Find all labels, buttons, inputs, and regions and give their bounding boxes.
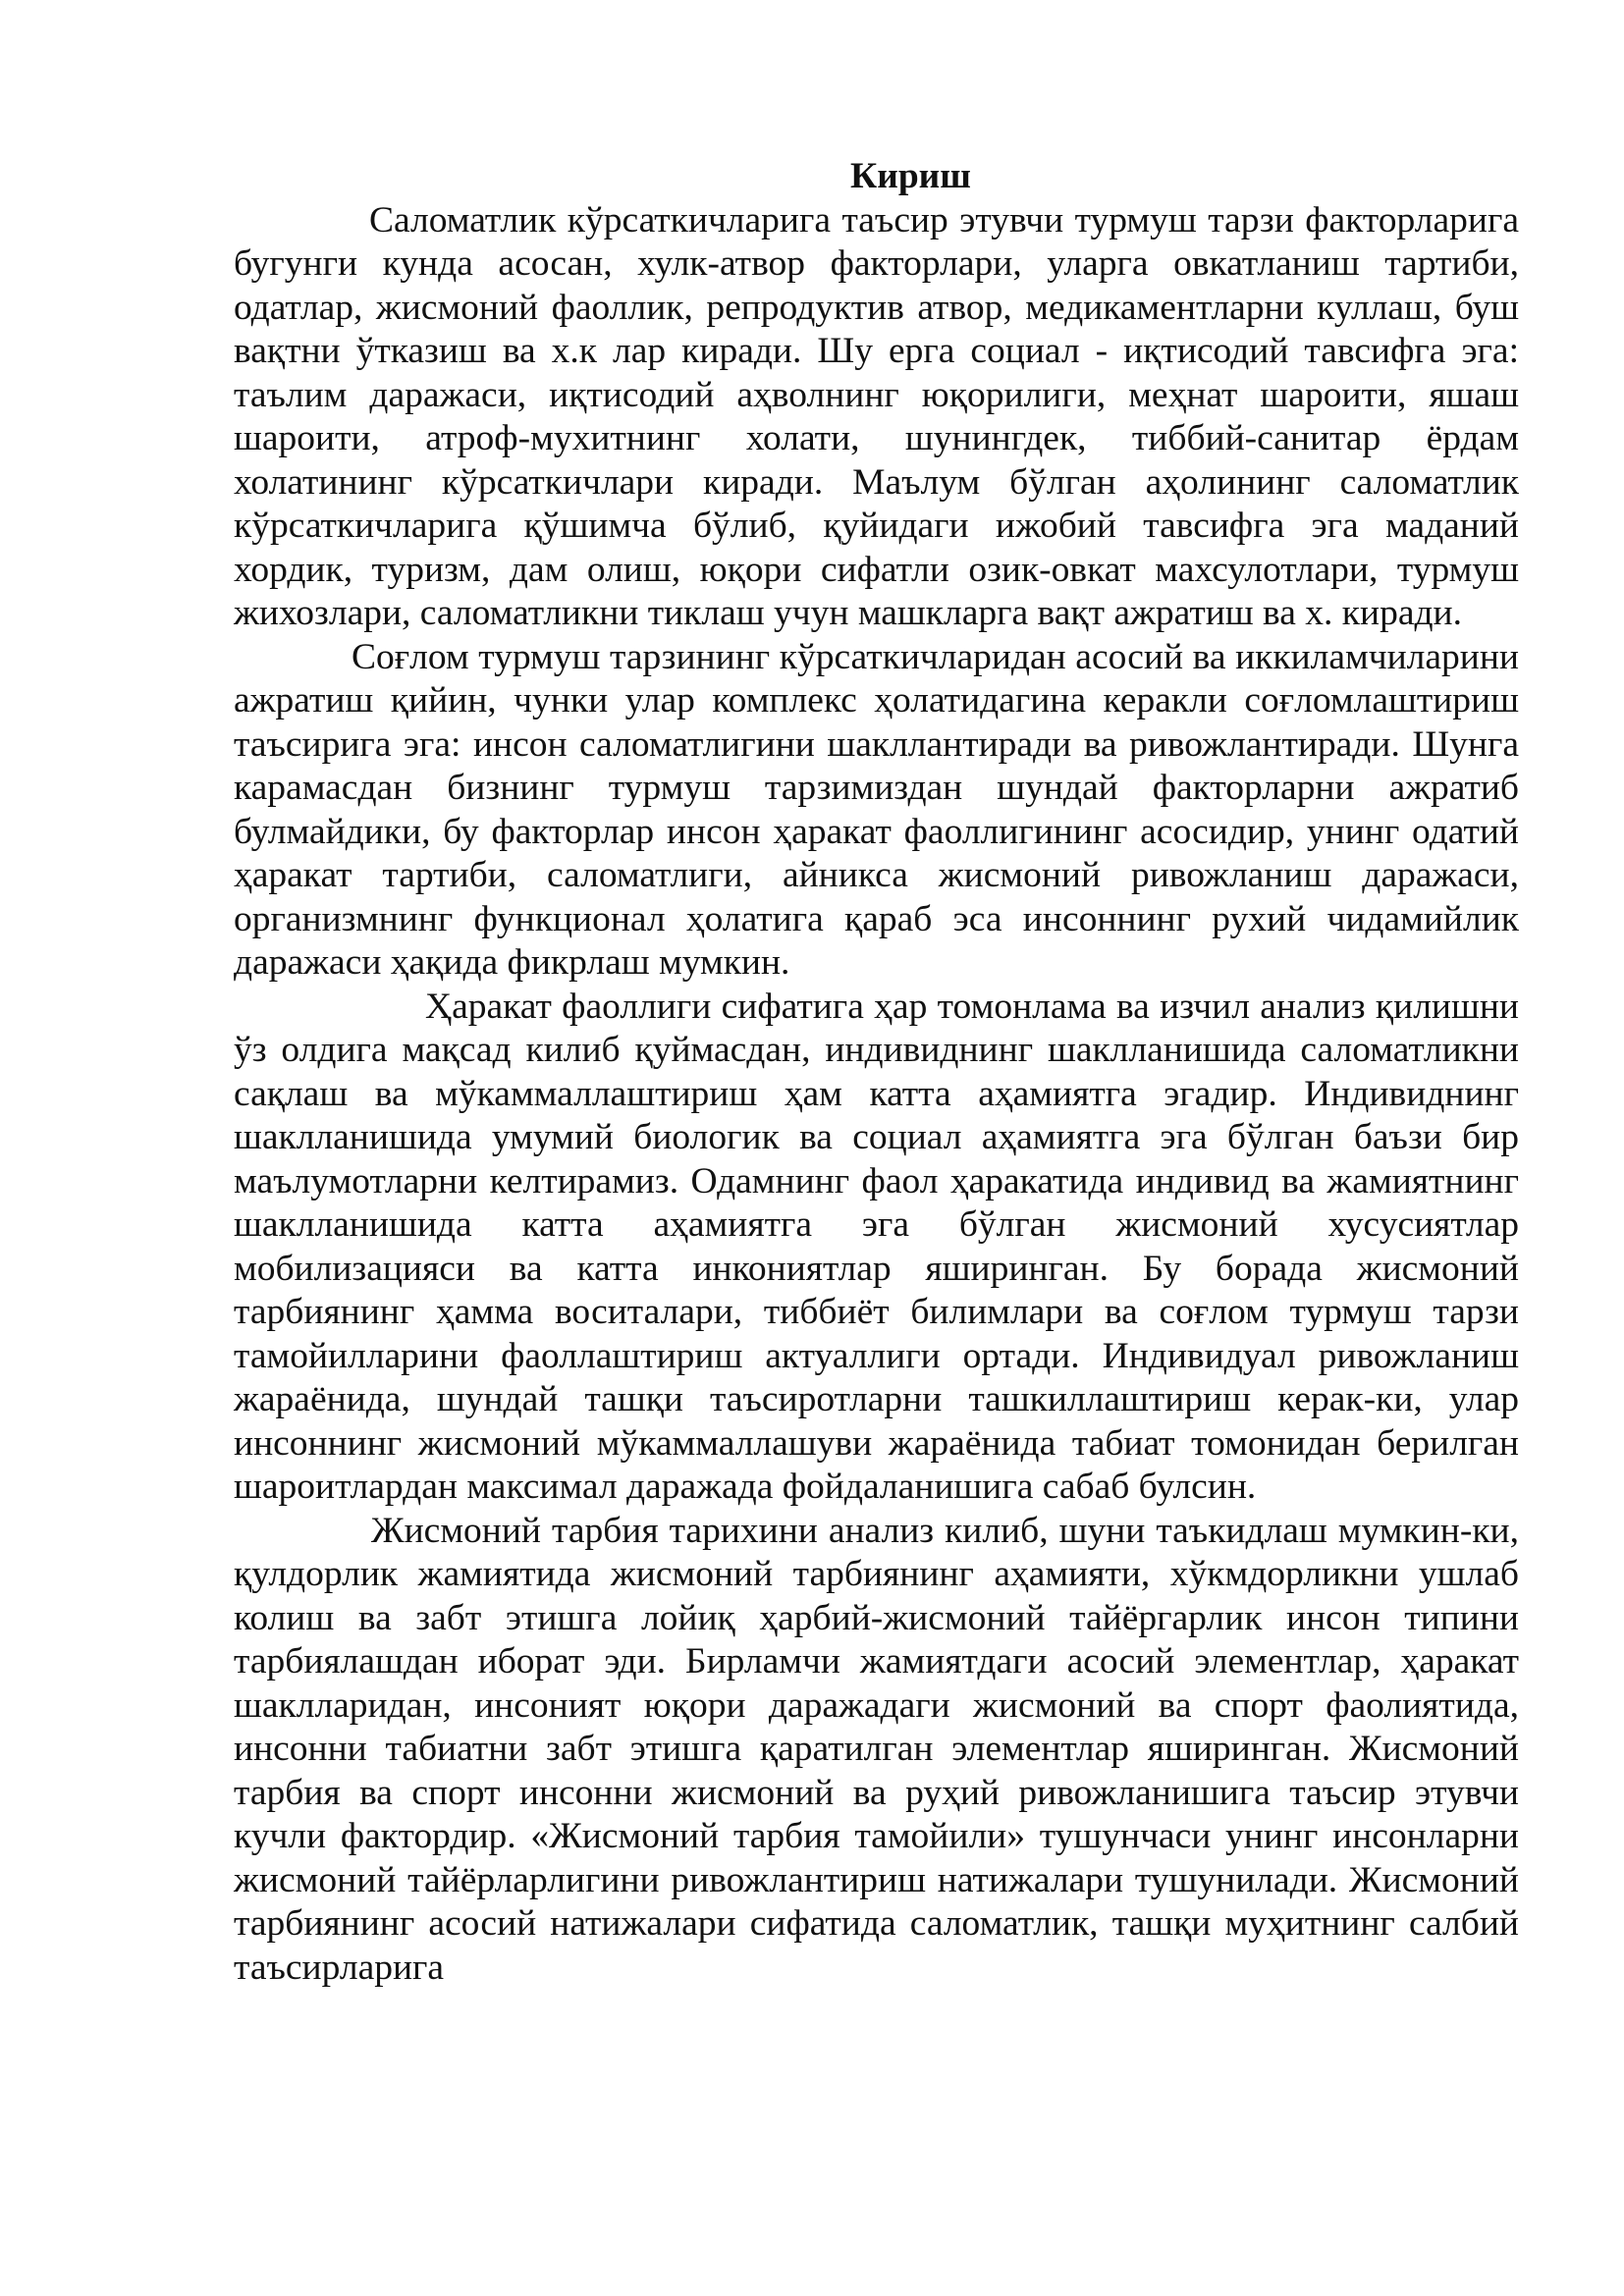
paragraph-1: Саломатлик кўрсаткичларига таъсир этувчи турмуш тарзи факторларига бугунги кунда асосан, хулк-атвор факторлари, уларга овкатланиш тартиби, одатлар, жисмоний фаоллик, репродуктив атвор, медикаментларни куллаш, буш вақтни ўтказиш ва х.к лар киради. Шу ерга социал - иқтисодий тавсифга эга: таълим даражаси, иқтисодий аҳволнинг юқорилиги, меҳнат шароити, яшаш шароити, атроф-мухитнинг холати, шунингдек, тиббий-санитар ёрдам холатининг кўрсаткичлари киради. Маълум бўлган аҳолининг саломатлик кўрсаткичларига қўшимча бўлиб, қуйидаги ижобий тавсифга эга маданий хордик, туризм, дам олиш, юқори сифатли озик-овкат махсулотлари, турмуш жихозлари, саломатликни тиклаш учун машкларга вақт ажратиш ва х. киради. <box>234 199 1519 633</box>
document-body <box>234 155 1519 1990</box>
document-title: Кириш <box>850 156 971 196</box>
paragraph-3: Ҳаракат фаоллиги сифатига ҳар томонлама ва изчил анализ қилишни ўз олдига мақсад килиб қуймасдан, индивиднинг шаклланишида саломатликни сақлаш ва мўкаммаллаштириш ҳам катта аҳамиятга эгадир. Индивиднинг шаклланишида умумий биологик ва социал аҳамиятга эга бўлган баъзи бир маълумотларни келтирамиз. Одамнинг фаол ҳаракатида индивид ва жамиятнинг шаклланишида катта аҳамиятга эга бўлган жисмоний хусусиятлар мобилизацияси ва катта инкониятлар яширинган. Бу борада жисмоний тарбиянинг ҳамма воситалари, тиббиёт билимлари ва соғлом турмуш тарзи тамойилларини фаоллаштириш актуаллиги ортади. Индивидуал ривожланиш жараёнида, шундай ташқи таъсиротларни ташкиллаштириш керак-ки, улар инсоннинг жисмоний мўкаммаллашуви жараёнида табиат томонидан берилган шароитлардан максимал даражада фойдаланишига сабаб булсин. <box>234 986 1519 1507</box>
paragraph-4: Жисмоний тарбия тарихини анализ килиб, шуни таъкидлаш мумкин-ки, қулдорлик жамиятида жисмоний тарбиянинг аҳамияти, хўкмдорликни ушлаб колиш ва забт этишга лойиқ ҳарбий-жисмоний тайёргарлик инсон типини тарбиялашдан иборат эди. Бирламчи жамиятдаги асосий элементлар, ҳаракат шаклларидан, инсоният юқори даражадаги жисмоний ва спорт фаолиятида, инсонни табиатни забт этишга қаратилган элементлар яширинган. Жисмоний тарбия ва спорт инсонни жисмоний ва руҳий ривожланишига таъсир этувчи кучли фактордир. «Жисмоний тарбия тамойили» тушунчаси унинг инсонларни жисмоний тайёрларлигини ривожлантириш натижалари тушунилади. Жисмоний тарбиянинг асосий натижалари сифатида саломатлик, ташқи муҳитнинг салбий таъсирларига <box>234 1510 1519 1988</box>
paragraph-2: Соғлом турмуш тарзининг кўрсаткичларидан асосий ва иккиламчиларини ажратиш қийин, чунки улар комплекс ҳолатидагина керакли соғломлаштириш таъсирига эга: инсон саломатлигини шакллантиради ва ривожлантиради. Шунга карамасдан бизнинг турмуш тарзимиздан шундай факторларни ажратиб булмайдики, бу факторлар инсон ҳаракат фаоллигининг асосидир, унинг одатий ҳаракат тартиби, саломатлиги, айникса жисмоний ривожланиш даражаси, организмнинг функционал ҳолатига қараб эса инсоннинг рухий чидамийлик даражаси ҳақида фикрлаш мумкин. <box>234 636 1519 983</box>
